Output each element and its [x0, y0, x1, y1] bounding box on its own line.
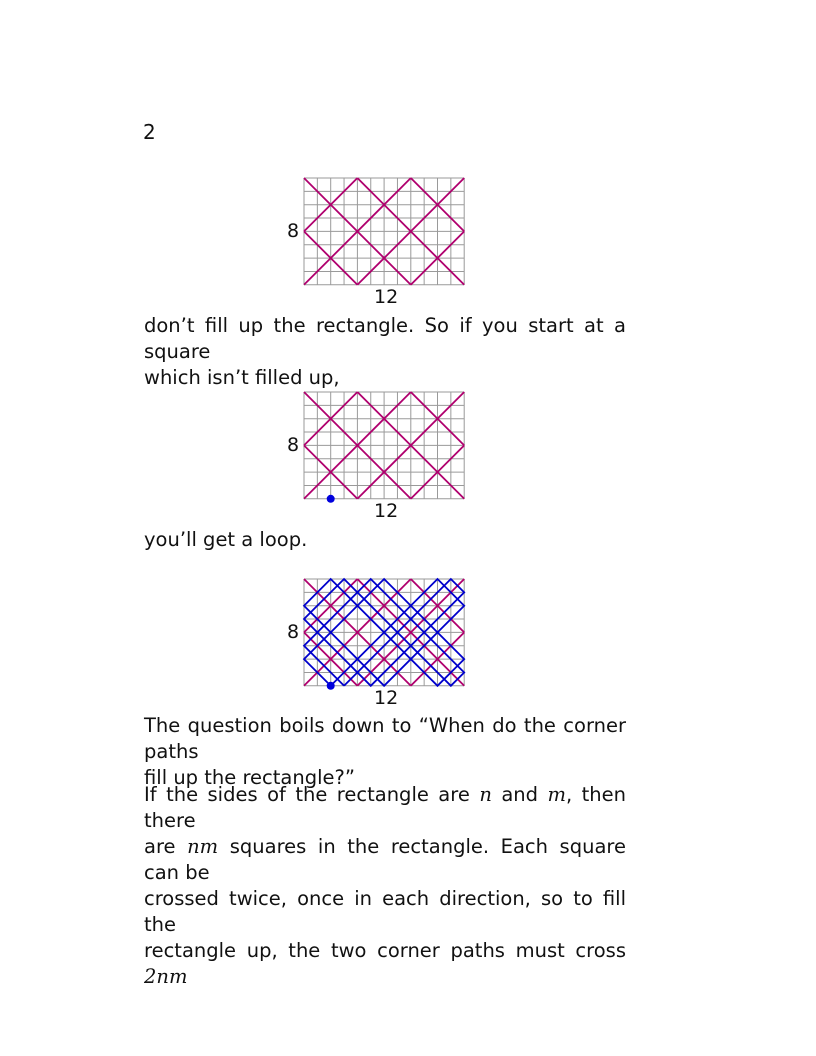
paragraph-3	[144, 713, 626, 791]
bottom-label: 12	[374, 286, 399, 308]
bottom-label: 12	[374, 687, 399, 709]
grid-svg-3	[284, 577, 474, 709]
math-nm: nm	[187, 835, 219, 858]
start-point-dot	[327, 682, 335, 690]
page-number: 2	[143, 120, 156, 144]
paragraph-2	[144, 527, 626, 553]
figure-grid-2	[284, 390, 474, 522]
paragraph-4	[144, 782, 626, 990]
para1-line2: which isn’t filled up,	[144, 366, 340, 389]
para4-text-c: , then there	[144, 783, 626, 832]
grid-svg-1	[284, 176, 474, 308]
math-2nm: 2nm	[144, 965, 188, 988]
paragraph-1	[144, 313, 626, 391]
para4-text-d: are	[144, 835, 188, 858]
math-n: n	[479, 783, 492, 806]
figure-grid-3	[284, 577, 474, 709]
grid-svg-2	[284, 390, 474, 522]
para3-line1: The question boils down to “When do the corner paths	[144, 714, 626, 763]
bottom-label: 12	[374, 500, 399, 522]
para1-line1: don’t fill up the rectangle. So if you start at a square	[144, 314, 626, 363]
side-label: 8	[287, 621, 300, 643]
para4-text-f: rectangle up, the two corner paths must cross	[144, 939, 626, 962]
para4-line3: crossed twice, once in each direction, so to fill the	[144, 887, 626, 936]
para4-text-a: If the sides of the rectangle are	[144, 783, 480, 806]
para2-text: you’ll get a loop.	[144, 528, 308, 551]
para4-text-b: and	[491, 783, 548, 806]
side-label: 8	[287, 220, 300, 242]
para3-line2: fill up the rectangle?”	[144, 766, 355, 789]
math-m: m	[547, 783, 566, 806]
side-label: 8	[287, 434, 300, 456]
figure-grid-1	[284, 176, 474, 308]
start-point-dot	[327, 495, 335, 503]
para4-text-e: squares in the rectangle. Each square can be	[144, 835, 626, 884]
